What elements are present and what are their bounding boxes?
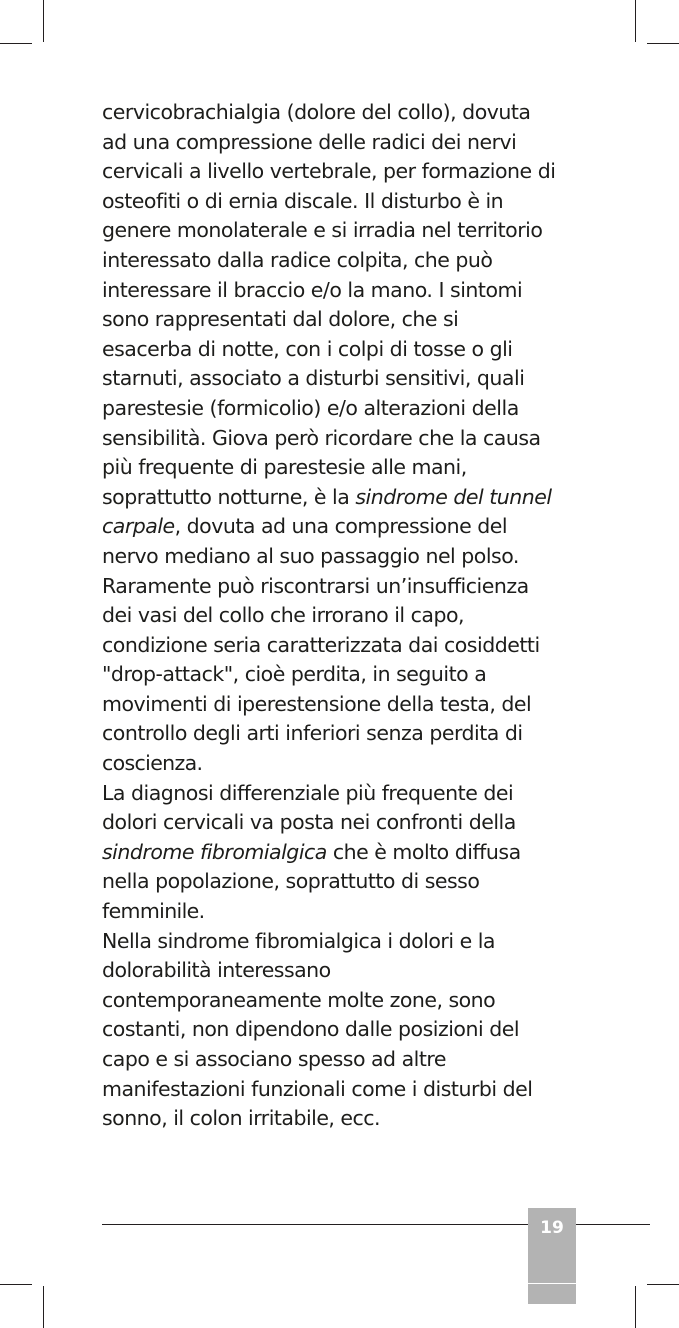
text-line [102,512,582,542]
text-line [102,986,582,1016]
text-line [102,424,582,454]
italic-term: sindrome fibromialgica [102,839,327,864]
text-run: La diagnosi differenziale più frequente dei [102,780,514,805]
text-line [102,305,582,335]
text-line [102,483,582,513]
body-text [102,98,582,1134]
crop-mark-bottom-left-vertical [43,1286,44,1328]
text-run: cervicobrachialgia (dolore del collo), dovuta [102,100,531,124]
text-run: costanti, non dipendono dalle posizioni del [102,1017,520,1042]
text-line [102,779,582,809]
text-run: "drop-attack", cioè perdita, in seguito a [102,662,487,687]
crop-mark-bottom-right-vertical [635,1286,636,1328]
text-line [102,927,582,957]
text-line [102,276,582,306]
text-run: sonno, il colon irritabile, ecc. [102,1106,381,1131]
text-run: più frequente di parestesie alle mani, [102,455,467,480]
text-run: sono rappresentati dal dolore, che si [102,307,459,332]
text-line [102,719,582,749]
text-run: sensibilità. Giova però ricordare che la causa [102,425,541,450]
text-run: dolori cervicali va posta nei confronti della [102,810,516,835]
text-run: contemporaneamente molte zone, sono [102,987,496,1012]
text-line [102,216,582,246]
text-run: esacerba di notte, con i colpi di tosse o gli [102,336,513,361]
crop-mark-bottom-right-horizontal [647,1284,679,1285]
text-run: starnuti, associato a disturbi sensitivi, quali [102,366,525,391]
text-line [102,187,582,217]
text-line [102,838,582,868]
text-run: manifestazioni funzionali come i disturbi del [102,1076,533,1101]
text-run: interessare il braccio e/o la mano. I sintomi [102,277,523,302]
page-tab-divider [528,1283,576,1304]
text-line [102,660,582,690]
italic-term: sindrome del tunnel [355,484,552,509]
text-line [102,897,582,927]
page-number-tab [528,1208,576,1303]
text-run: ad una compressione delle radici dei nervi [102,129,517,154]
text-run: controllo degli arti inferiori senza perdita di [102,721,523,746]
paragraph [102,927,582,1134]
text-run: interessato dalla radice colpita, che può [102,247,493,272]
text-line [102,1075,582,1105]
text-run: , dovuta ad una compressione del [174,514,508,539]
text-run: Nella sindrome fibromialgica i dolori e la [102,928,495,953]
text-run: cervicali a livello vertebrale, per formazione di [102,159,556,184]
crop-mark-top-right-vertical [635,0,636,42]
text-line [102,808,582,838]
text-run: che è molto diffusa [326,839,521,864]
text-run: coscienza. [102,751,203,776]
text-line [102,364,582,394]
text-line [102,867,582,897]
text-run: Raramente può riscontrarsi un’insufficienza [102,573,529,598]
crop-mark-top-left-vertical [43,0,44,42]
text-run: osteofiti o di ernia discale. Il disturbo è in [102,188,504,213]
crop-mark-top-left-horizontal [0,43,32,44]
text-run: dolorabilità interessano [102,958,331,983]
crop-mark-bottom-left-horizontal [0,1284,32,1285]
text-run: nella popolazione, soprattutto di sesso [102,869,480,894]
text-line [102,335,582,365]
text-line [102,1045,582,1075]
text-run: movimenti di iperestensione della testa, del [102,691,532,716]
paragraph [102,779,582,927]
text-line [102,128,582,158]
text-line [102,956,582,986]
text-line [102,246,582,276]
text-run: condizione seria caratterizzata dai cosiddetti [102,632,540,657]
text-run: genere monolaterale e si irradia nel territorio [102,218,543,243]
paragraph [102,98,582,779]
text-run: dei vasi del collo che irrorano il capo, [102,603,465,628]
text-line [102,98,582,128]
text-line [102,690,582,720]
text-line [102,157,582,187]
text-line [102,542,582,572]
text-line [102,601,582,631]
text-line [102,749,582,779]
text-line [102,1104,582,1134]
text-run: nervo mediano al suo passaggio nel polso. [102,543,519,568]
italic-term: carpale [102,514,175,539]
text-run: capo e si associano spesso ad altre [102,1047,446,1071]
text-line [102,572,582,602]
crop-mark-top-right-horizontal [647,43,679,44]
text-run: femminile. [102,899,205,924]
page-number: 19 [540,1218,564,1238]
text-line [102,1015,582,1045]
text-line [102,453,582,483]
text-run: soprattutto notturne, è la [102,484,356,509]
text-run: parestesie (formicolio) e/o alterazioni della [102,395,519,420]
text-line [102,394,582,424]
text-line [102,631,582,661]
